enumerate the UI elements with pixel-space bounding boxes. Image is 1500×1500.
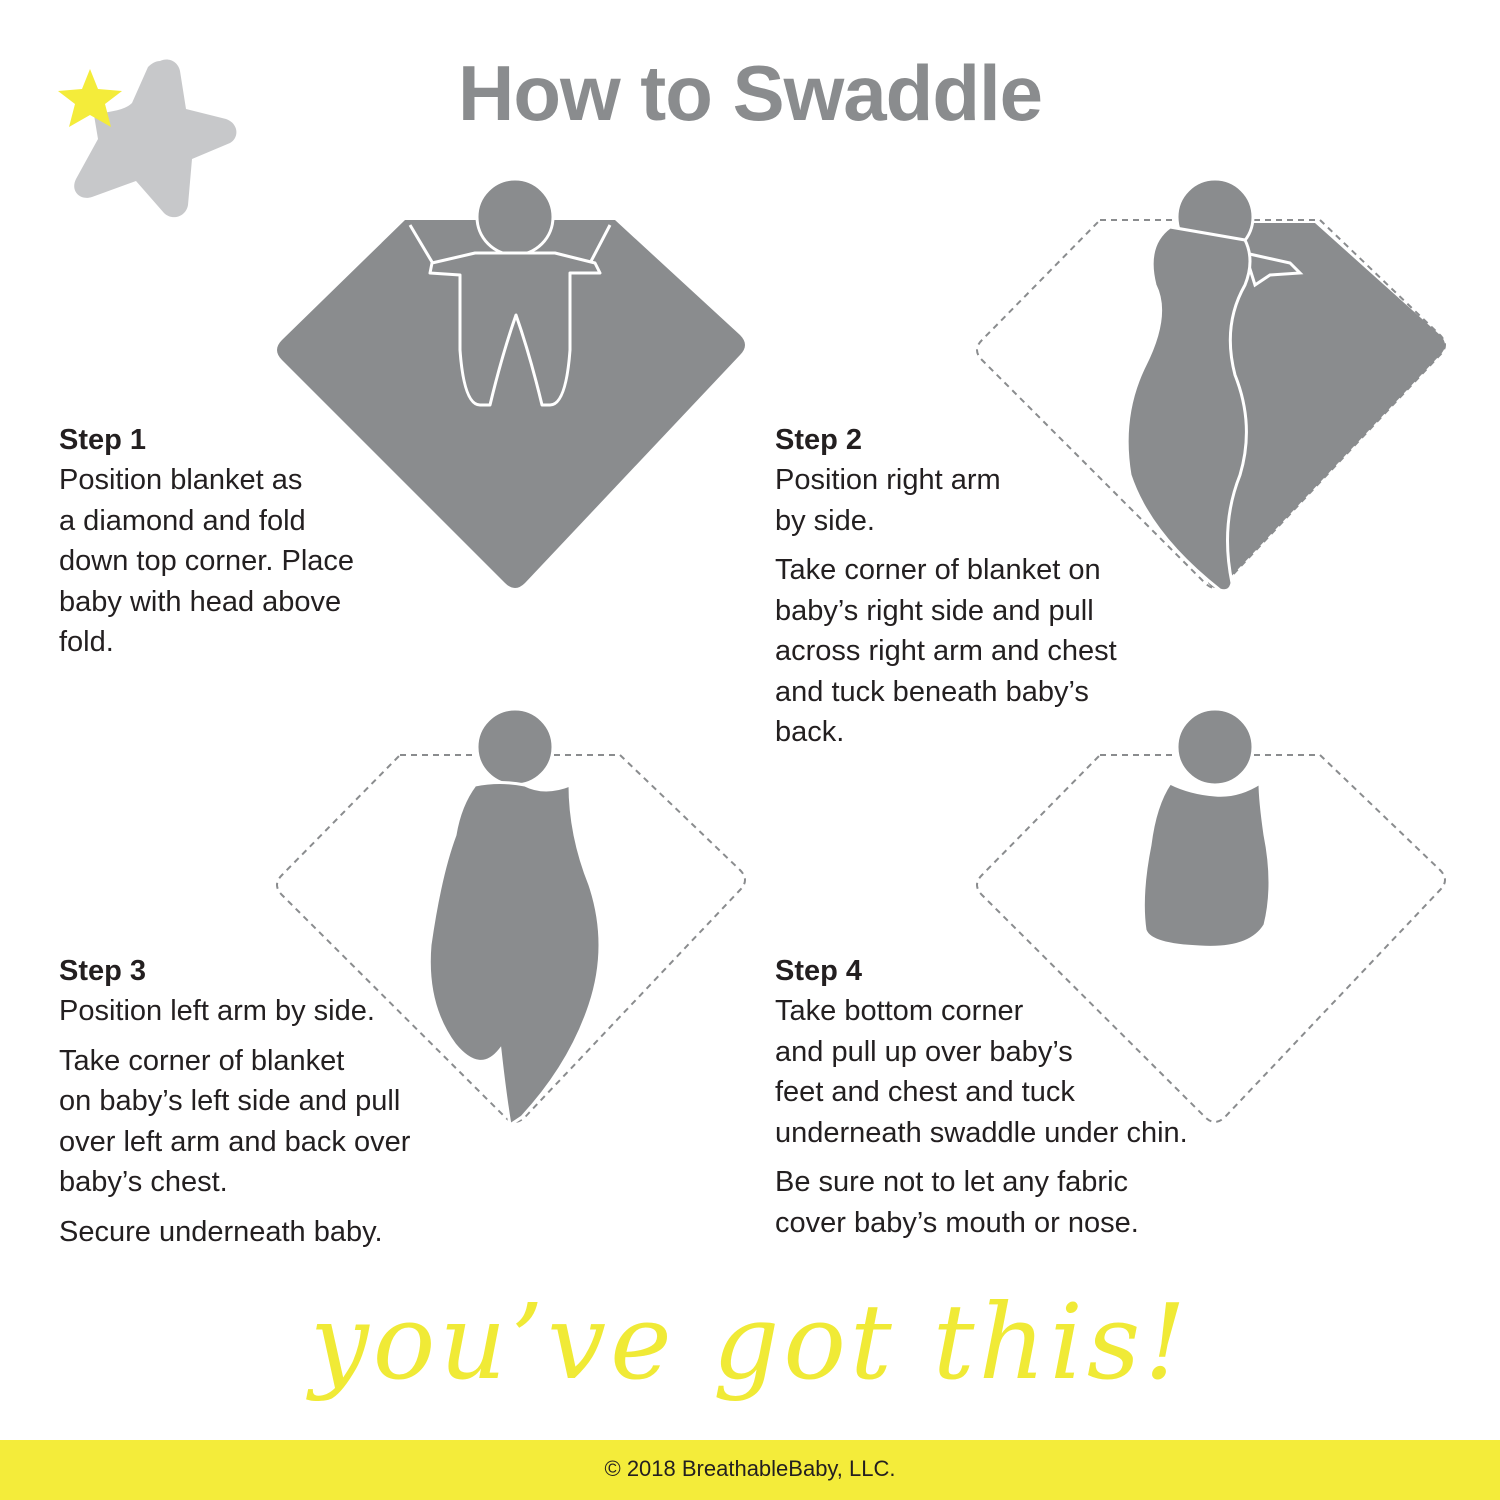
tagline: you’ve got this! <box>309 1281 1190 1403</box>
step-description: Position right arm by side. <box>775 464 1001 537</box>
step-description: Position blanket as a diamond and fold down top corner. Place baby with head above fold. <box>59 464 355 658</box>
step-description: Take corner of blanket on baby’s right side and pull across right arm and chest and tuck beneath baby’s back. <box>775 554 1117 748</box>
step-4-text <box>775 951 1235 1252</box>
footer-bar <box>0 1440 1500 1500</box>
step-heading: Step 4 <box>775 955 863 987</box>
step-heading: Step 2 <box>775 424 863 456</box>
step-description: Position left arm by side. <box>59 995 375 1027</box>
step-1-text <box>59 420 419 672</box>
step-heading: Step 3 <box>59 955 147 987</box>
step-description: Be sure not to let any fabric cover baby’s mouth or nose. <box>775 1166 1139 1239</box>
step-3-text <box>59 951 459 1261</box>
step-description: Secure underneath baby. <box>59 1215 383 1248</box>
step-2-text <box>775 420 1195 762</box>
copyright-text: © 2018 BreathableBaby, LLC. <box>604 1456 896 1481</box>
step-description: Take corner of blanket on baby’s left side and pull over left arm and back over baby’s chest. <box>59 1044 411 1198</box>
step-description: Take bottom corner and pull up over baby’s feet and chest and tuck underneath swaddle under chin. <box>775 995 1188 1149</box>
star-logo-icon <box>50 55 240 235</box>
step-heading: Step 1 <box>59 424 147 456</box>
page-title: How to Swaddle <box>457 49 1043 137</box>
